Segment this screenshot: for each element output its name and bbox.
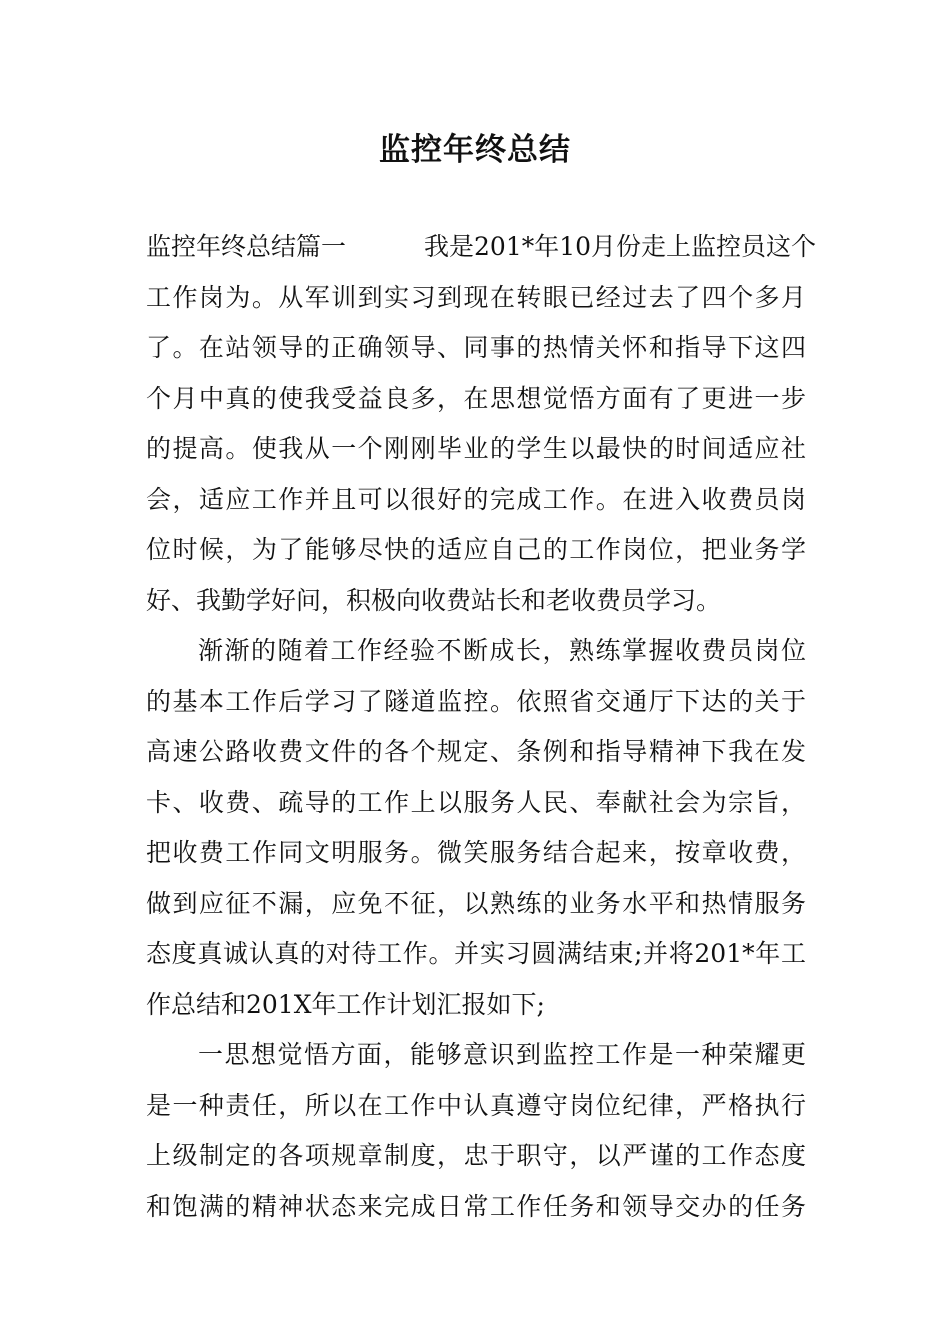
text-line-9: 渐渐的随着工作经验不断成长，熟练掌握收费员岗位 <box>198 636 806 665</box>
text-line-10: 的基本工作后学习了隧道监控。依照省交通厅下达的关于 <box>146 686 806 716</box>
intro-text: 我是201*年10月份走上监控员这个 <box>424 232 817 261</box>
text-line-15: 态度真诚认真的对待工作。并实习圆满结束;并将201*年工 <box>146 939 806 968</box>
text-line-1 <box>146 222 817 273</box>
text-line-2: 工作岗为。从军训到实习到现在转眼已经过去了四个多月 <box>146 282 806 312</box>
text-line-11: 高速公路收费文件的各个规定、条例和指导精神下我在发 <box>146 737 806 766</box>
document-body <box>146 222 817 1232</box>
text-line-7: 位时候，为了能够尽快的适应自己的工作岗位，把业务学 <box>146 535 806 564</box>
text-line-6: 会，适应工作并且可以很好的完成工作。在进入收费员岗 <box>146 484 806 514</box>
document-title: 监控年终总结 <box>379 132 571 168</box>
text-line-14: 做到应征不漏，应免不征，以熟练的业务水平和热情服务 <box>146 888 806 918</box>
text-line-8: 好、我勤学好问，积极向收费站长和老收费员学习。 <box>146 585 722 615</box>
section-heading: 监控年终总结篇一 <box>146 232 347 261</box>
text-line-13: 把收费工作同文明服务。微笑服务结合起来，按章收费， <box>146 838 806 867</box>
text-line-4: 个月中真的使我受益良多，在思想觉悟方面有了更进一步 <box>146 383 806 413</box>
text-line-18: 是一种责任，所以在工作中认真遵守岗位纪律，严格执行 <box>146 1090 806 1120</box>
text-line-16: 作总结和201X年工作计划汇报如下; <box>146 989 545 1019</box>
text-line-17: 一思想觉悟方面，能够意识到监控工作是一种荣耀更 <box>198 1040 806 1069</box>
text-line-19: 上级制定的各项规章制度，忠于职守，以严谨的工作态度 <box>146 1141 806 1170</box>
text-line-20: 和饱满的精神状态来完成日常工作任务和领导交办的任务 <box>146 1191 806 1221</box>
text-line-5: 的提高。使我从一个刚刚毕业的学生以最快的时间适应社 <box>146 434 806 463</box>
text-line-12: 卡、收费、疏导的工作上以服务人民、奉献社会为宗旨， <box>146 787 806 817</box>
text-line-3: 了。在站领导的正确领导、同事的热情关怀和指导下这四 <box>146 333 806 362</box>
